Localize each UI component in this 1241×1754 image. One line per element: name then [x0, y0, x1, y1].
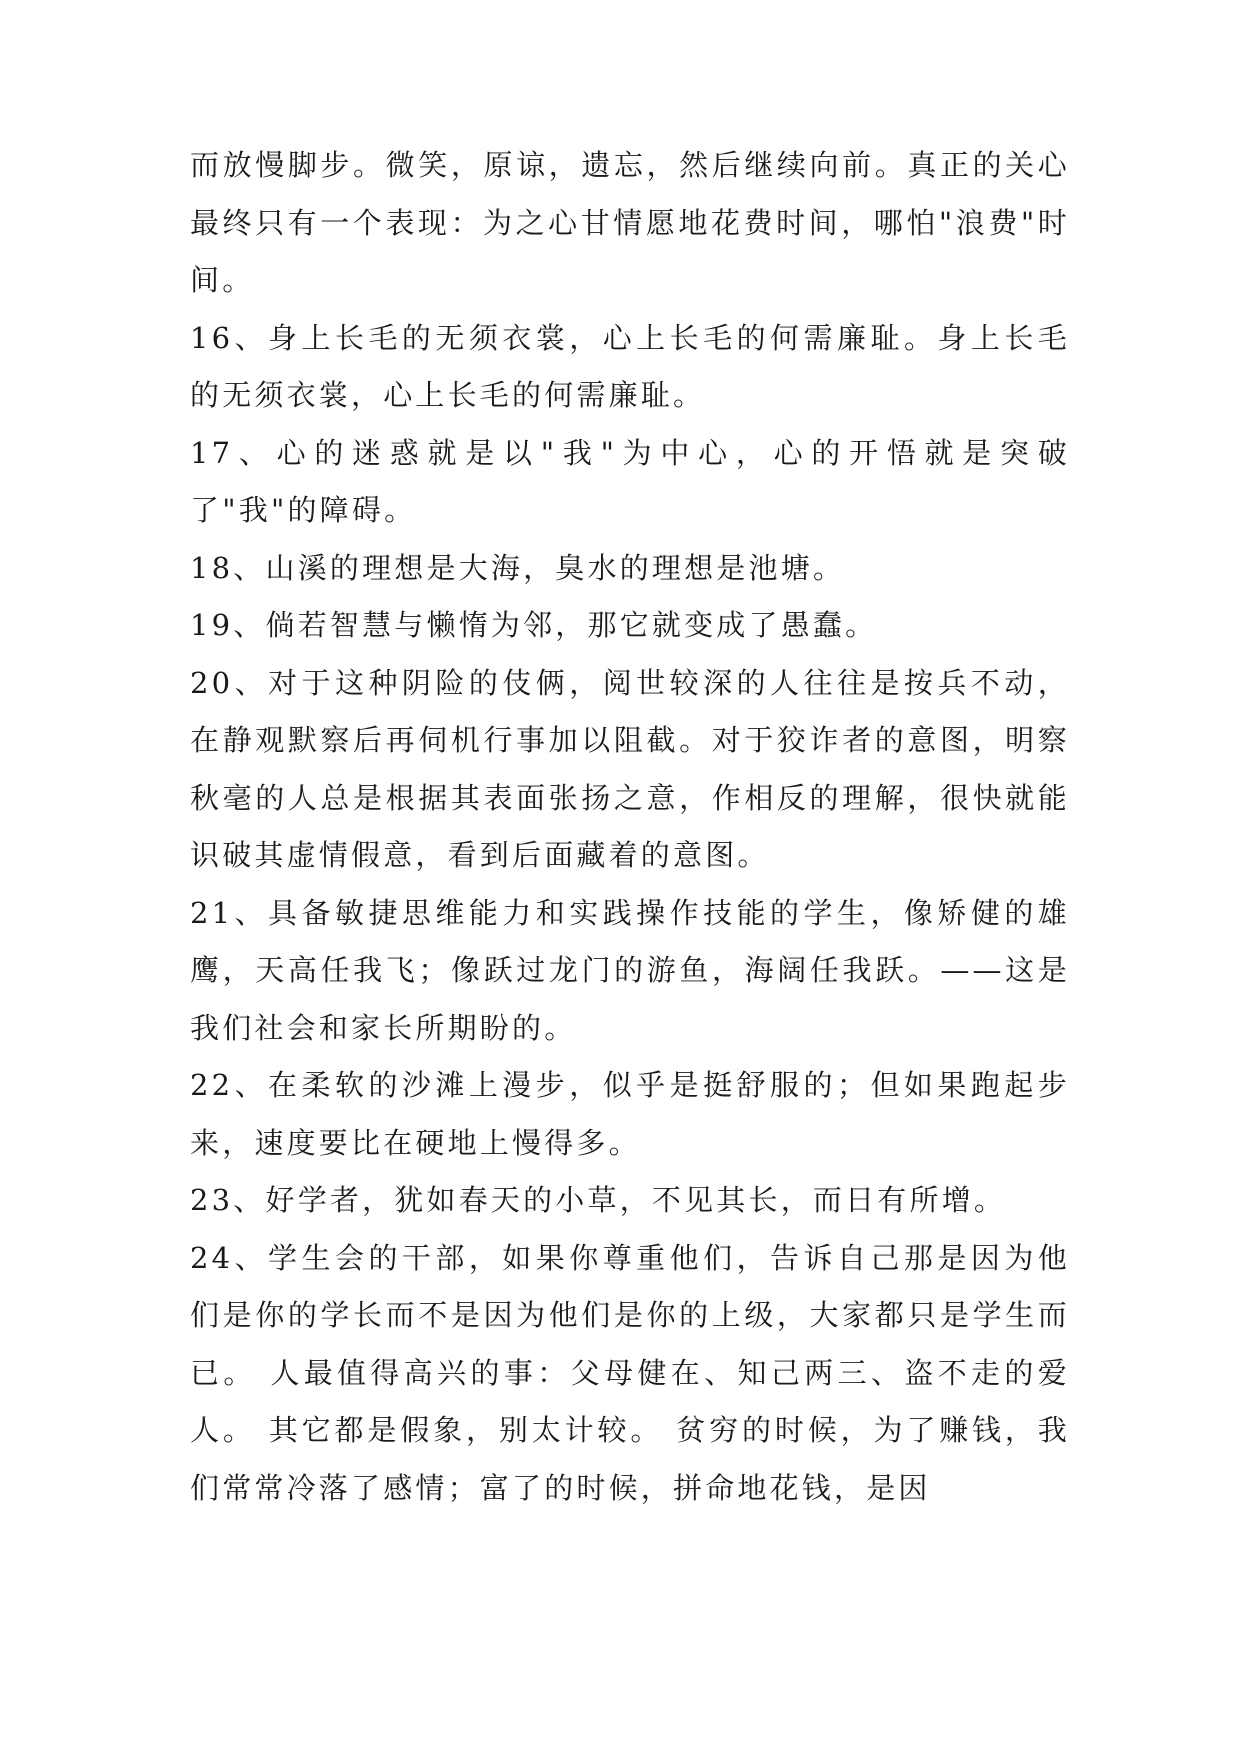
paragraph-23: 23、好学者，犹如春天的小草，不见其长，而日有所增。: [190, 1183, 1007, 1217]
paragraph-24: 24、学生会的干部，如果你尊重他们，告诉自己那是因为他们是你的学长而不是因为他们是你的上级，大家都只是学生而已。 人最值得高兴的事：父母健在、知己两三、盗不走的爱人。 其它都是假象，别太计较。 贫穷的时候，为了赚钱，我们常常冷落了感情；富了的时候，拼命地花钱，是因: [190, 1240, 1070, 1505]
paragraph-16: 16、身上长毛的无须衣裳，心上长毛的何需廉耻。身上长毛的无须衣裳，心上长毛的何需廉耻。: [190, 320, 1070, 412]
paragraph-17: 17、心的迷惑就是以"我"为中心，心的开悟就是突破了"我"的障碍。: [190, 435, 1070, 527]
paragraph-20: 20、对于这种阴险的伎俩，阅世较深的人往往是按兵不动，在静观默察后再伺机行事加以阻截。对于狡诈者的意图，明察秋毫的人总是根据其表面张扬之意，作相反的理解，很快就能识破其虚情假意，看到后面藏着的意图。: [190, 665, 1070, 872]
document-body: [190, 137, 1070, 1517]
paragraph-18: 18、山溪的理想是大海，臭水的理想是池塘。: [190, 550, 846, 585]
paragraph-continuation: 而放慢脚步。微笑，原谅，遗忘，然后继续向前。真正的关心最终只有一个表现：为之心甘情愿地花费时间，哪怕"浪费"时间。: [190, 148, 1070, 297]
paragraph-19: 19、倘若智慧与懒惰为邻，那它就变成了愚蠢。: [190, 608, 878, 642]
paragraph-21: 21、具备敏捷思维能力和实践操作技能的学生，像矫健的雄鹰，天高任我飞；像跃过龙门的游鱼，海阔任我跃。——这是我们社会和家长所期盼的。: [190, 895, 1070, 1045]
paragraph-22: 22、在柔软的沙滩上漫步，似乎是挺舒服的；但如果跑起步来，速度要比在硬地上慢得多。: [190, 1068, 1070, 1160]
